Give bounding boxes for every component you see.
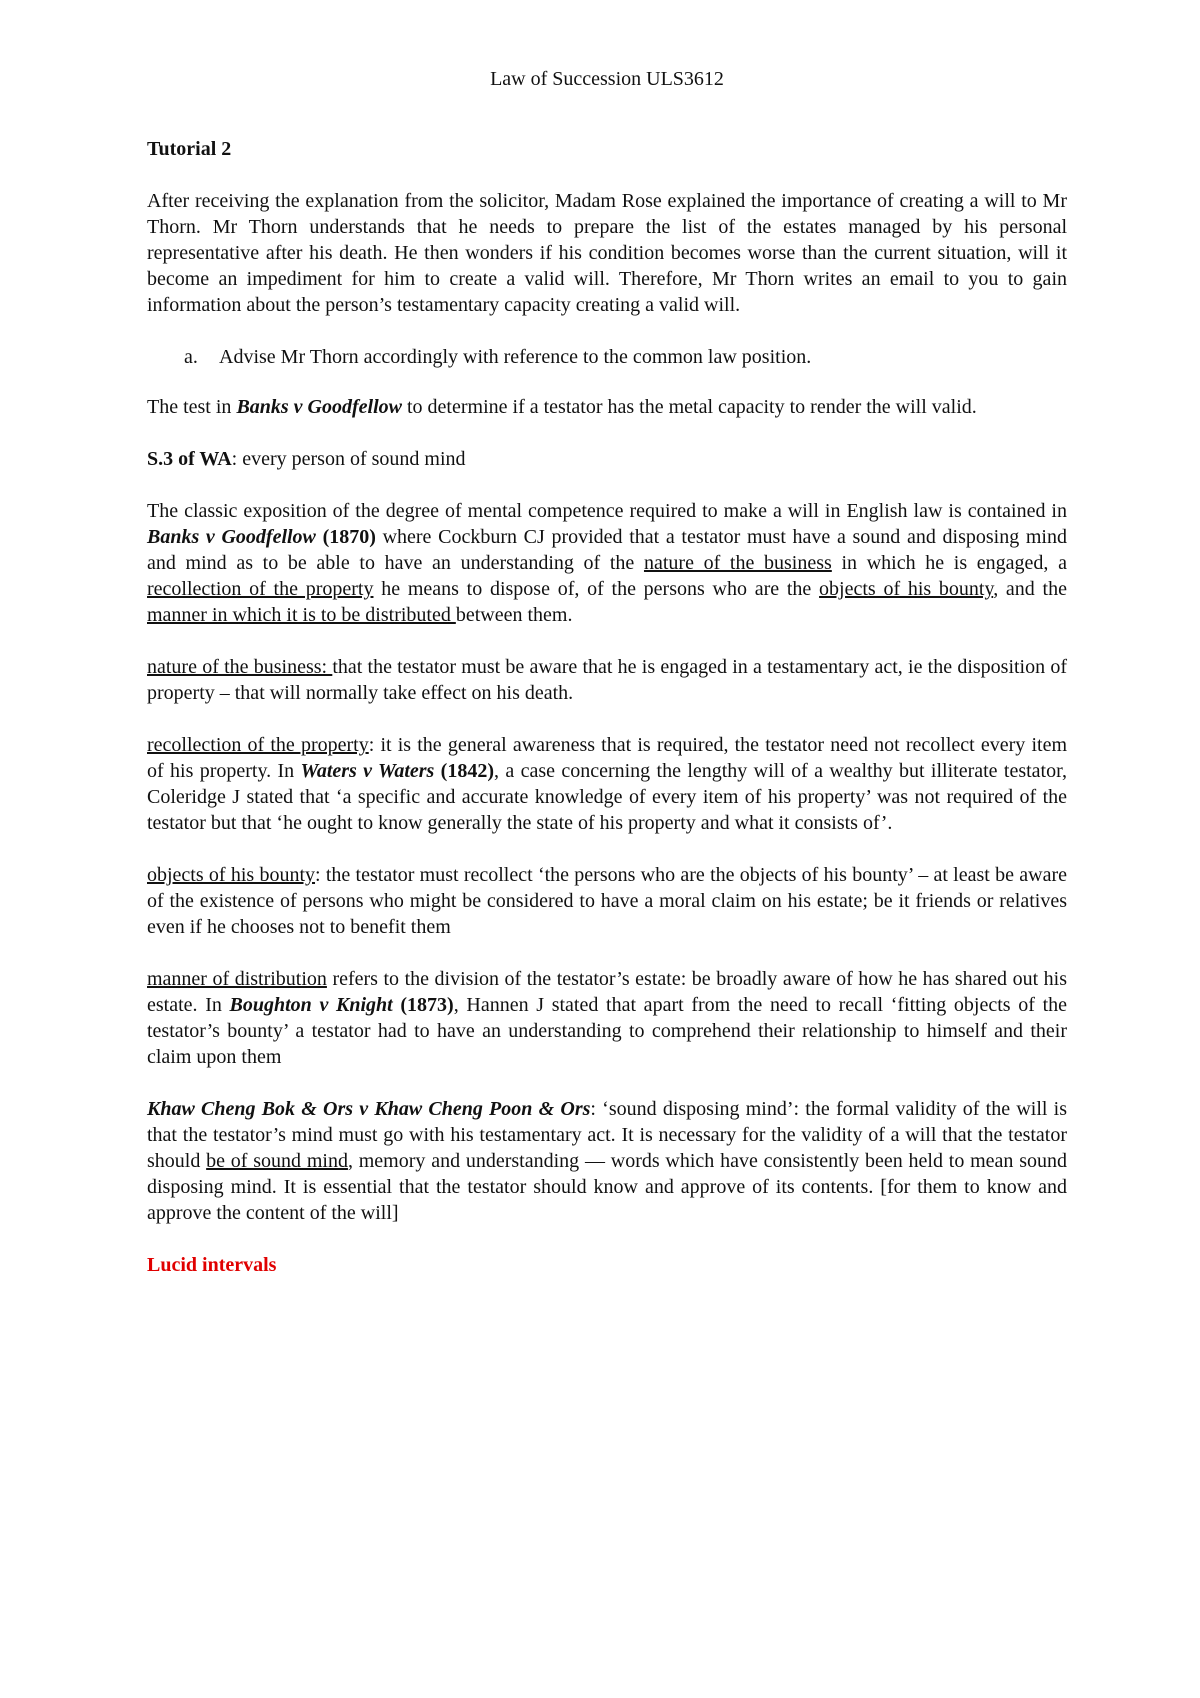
statute-text: : every person of sound mind — [231, 448, 466, 470]
question-marker: a. — [184, 346, 198, 368]
case-name: Banks v Goodfellow — [147, 526, 316, 548]
underlined-term: objects of his bounty — [819, 578, 994, 600]
nature-paragraph — [147, 654, 1067, 706]
underlined-term: nature of the business — [643, 552, 832, 574]
underlined-term: be of sound mind — [206, 1150, 348, 1172]
classic-text-3: in which he is engaged, a — [831, 552, 1067, 574]
objects-text: : the testator must recollect ‘the persons who are the objects of his bounty’ – at least be aware of the existence of persons who might be considered to have a moral claim on his estate; be it friends or relatives even if he chooses not to benefit them — [147, 864, 1067, 938]
classic-text-6: between them. — [455, 604, 573, 626]
page-header: Law of Succession ULS3612 — [490, 68, 724, 90]
khaw-text-1: : ‘sound disposing mind’: the formal validity of the will is that the testator’s mind must go with his testamentary act. It is necessary for the validity of a will that the testator should — [147, 1098, 1067, 1172]
underlined-term: manner in which it is to be distributed — [147, 604, 456, 626]
case-name: Khaw Cheng Bok & Ors v Khaw Cheng Poon & Ors — [147, 1098, 591, 1120]
test-pre: The test in — [147, 396, 237, 418]
classic-text-1: The classic exposition of the degree of mental competence required to make a will in English law is contained in — [147, 500, 1067, 522]
recollection-paragraph — [147, 732, 1067, 836]
test-post: to determine if a testator has the metal capacity to render the will valid. — [402, 396, 977, 418]
classic-text-2: where Cockburn CJ provided that a testator must have a sound and disposing mind and mind as to be able to have an understanding of the — [147, 526, 1067, 574]
classic-paragraph — [147, 498, 1067, 628]
khaw-paragraph — [147, 1096, 1067, 1226]
case-year: (1870) — [315, 526, 376, 548]
classic-text-4: he means to dispose of, of the persons who are the — [373, 578, 820, 600]
manner-text-2: , Hannen J stated that apart from the need to recall ‘fitting objects of the testator’s bounty’ a testator had to have an understanding to comprehend their relationship to himself and their claim upon them — [147, 994, 1067, 1068]
test-paragraph — [147, 394, 1067, 420]
underlined-term: nature of the business: — [147, 656, 333, 678]
recollection-text-2: , a case concerning the lengthy will of a wealthy but illiterate testator, Coleridge J stated that ‘a specific and accurate knowledge of every item of his property’ was not required of the testator but that ‘he ought to know generally the state of his property and what it consists of’. — [147, 760, 1067, 834]
underlined-term: recollection of the property — [147, 734, 369, 756]
underlined-term: manner of distribution — [147, 968, 327, 990]
tutorial-title: Tutorial 2 — [147, 138, 232, 160]
section-heading-lucid-intervals: Lucid intervals — [147, 1254, 277, 1276]
question-item — [147, 344, 1067, 370]
case-year: (1873) — [392, 994, 454, 1016]
recollection-text-1: : it is the general awareness that is required, the testator need not recollect every item of his property. In — [147, 734, 1067, 782]
underlined-term: recollection of the property — [147, 578, 374, 600]
case-name: Boughton v Knight — [229, 994, 393, 1016]
nature-text: that the testator must be aware that he is engaged in a testamentary act, ie the disposition of property – that will normally take effect on his death. — [147, 656, 1067, 704]
question-text: Advise Mr Thorn accordingly with reference to the common law position. — [219, 346, 812, 368]
s3-paragraph — [147, 446, 1067, 472]
intro-paragraph: After receiving the explanation from the solicitor, Madam Rose explained the importance of creating a will to Mr Thorn. Mr Thorn understands that he needs to prepare the list of the estates managed by his personal representative after his death. He then wonders if his condition becomes worse than the current situation, will it become an impediment for him to create a valid will. Therefore, Mr Thorn writes an email to you to gain information about the person’s testamentary capacity creating a valid will. — [147, 190, 1067, 316]
case-name: Waters v Waters — [300, 760, 435, 782]
statute-label: S.3 of WA — [147, 448, 232, 470]
manner-text-1: refers to the division of the testator’s estate: be broadly aware of how he has shared out his estate. In — [147, 968, 1067, 1016]
case-year: (1842) — [434, 760, 494, 782]
manner-paragraph — [147, 966, 1067, 1070]
khaw-text-2: , memory and understanding — words which have consistently been held to mean sound disposing mind. It is essential that the testator should know and approve of its contents. [for them to know and approve the content of the will] — [147, 1150, 1067, 1224]
underlined-term: objects of his bounty — [147, 864, 316, 886]
objects-paragraph — [147, 862, 1067, 940]
case-name: Banks v Goodfellow — [236, 396, 402, 418]
classic-text-5: , and the — [993, 578, 1067, 600]
